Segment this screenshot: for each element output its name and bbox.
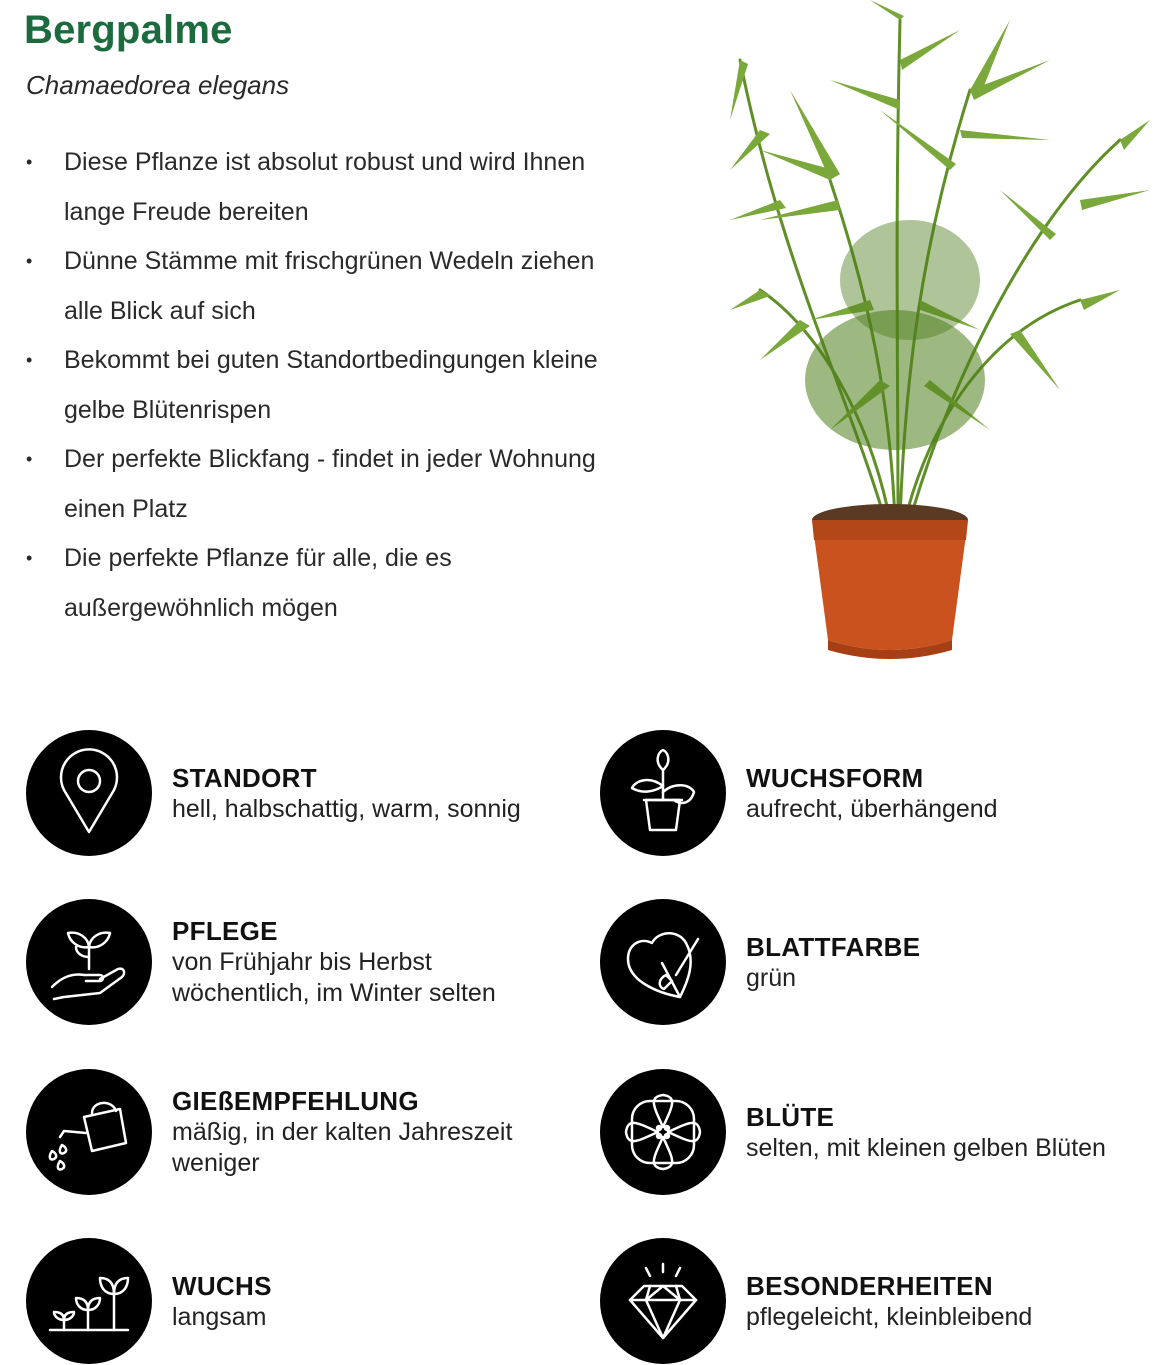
feature-value: aufrecht, überhängend [746, 794, 998, 823]
growth-icon [26, 1238, 152, 1364]
bullet-item: • Bekommt bei guten Standortbedingungen kleine gelbe Blütenrispen [26, 336, 606, 435]
bullet-item: • Diese Pflanze ist absolut robust und wird Ihnen lange Freude bereiten [26, 138, 606, 237]
watering-can-icon [26, 1069, 152, 1195]
feature-wuchsform [600, 730, 998, 856]
feature-value: wöchentlich, im Winter selten [172, 979, 496, 1007]
bullet-item: • Der perfekte Blickfang - findet in jeder Wohnung einen Platz [26, 435, 606, 534]
feature-label: PFLEGE [172, 916, 278, 946]
feature-label: WUCHSFORM [746, 762, 924, 793]
botanical-name: Chamaedorea elegans [26, 70, 290, 100]
bullet-item: • Die perfekte Pflanze für alle, die es außergewöhnlich mögen [26, 534, 606, 633]
feature-value: langsam [172, 1302, 267, 1331]
feature-label: BLÜTE [746, 1101, 835, 1132]
feature-bluete [600, 1069, 1106, 1195]
diamond-icon [600, 1238, 726, 1364]
feature-label: BLATTFARBE [746, 931, 921, 962]
feature-value: selten, mit kleinen gelben Blüten [746, 1133, 1106, 1162]
feature-bullet-list [26, 138, 606, 633]
feature-value: hell, halbschattig, warm, sonnig [172, 794, 521, 823]
feature-value: pflegeleicht, kleinbleibend [746, 1302, 1033, 1331]
location-pin-icon [26, 730, 152, 856]
feature-pflege [26, 899, 496, 1025]
bullet-item: • Dünne Stämme mit frischgrünen Wedeln ziehen alle Blick auf sich [26, 237, 606, 336]
potted-plant-icon [600, 730, 726, 856]
feature-giessempfehlung [26, 1069, 512, 1195]
feature-blattfarbe [600, 899, 920, 1025]
feature-besonderheiten [600, 1238, 1032, 1364]
feature-wuchs [26, 1238, 272, 1364]
feature-standort [26, 730, 521, 856]
page-title: Bergpalme [24, 8, 233, 52]
plant-image [720, 0, 1150, 670]
feature-label: WUCHS [172, 1270, 272, 1301]
leaf-brush-icon [600, 899, 726, 1025]
feature-value: von Frühjahr bis Herbst [172, 948, 432, 976]
flower-icon [600, 1069, 726, 1195]
feature-value: mäßig, in der kalten Jahreszeit [172, 1118, 513, 1146]
hand-sprout-icon [26, 899, 152, 1025]
feature-value: weniger [172, 1149, 260, 1177]
feature-value: grün [746, 963, 797, 992]
feature-label: STANDORT [172, 762, 317, 793]
feature-label: BESONDERHEITEN [746, 1270, 993, 1301]
feature-label: GIEßEMPFEHLUNG [172, 1086, 419, 1116]
